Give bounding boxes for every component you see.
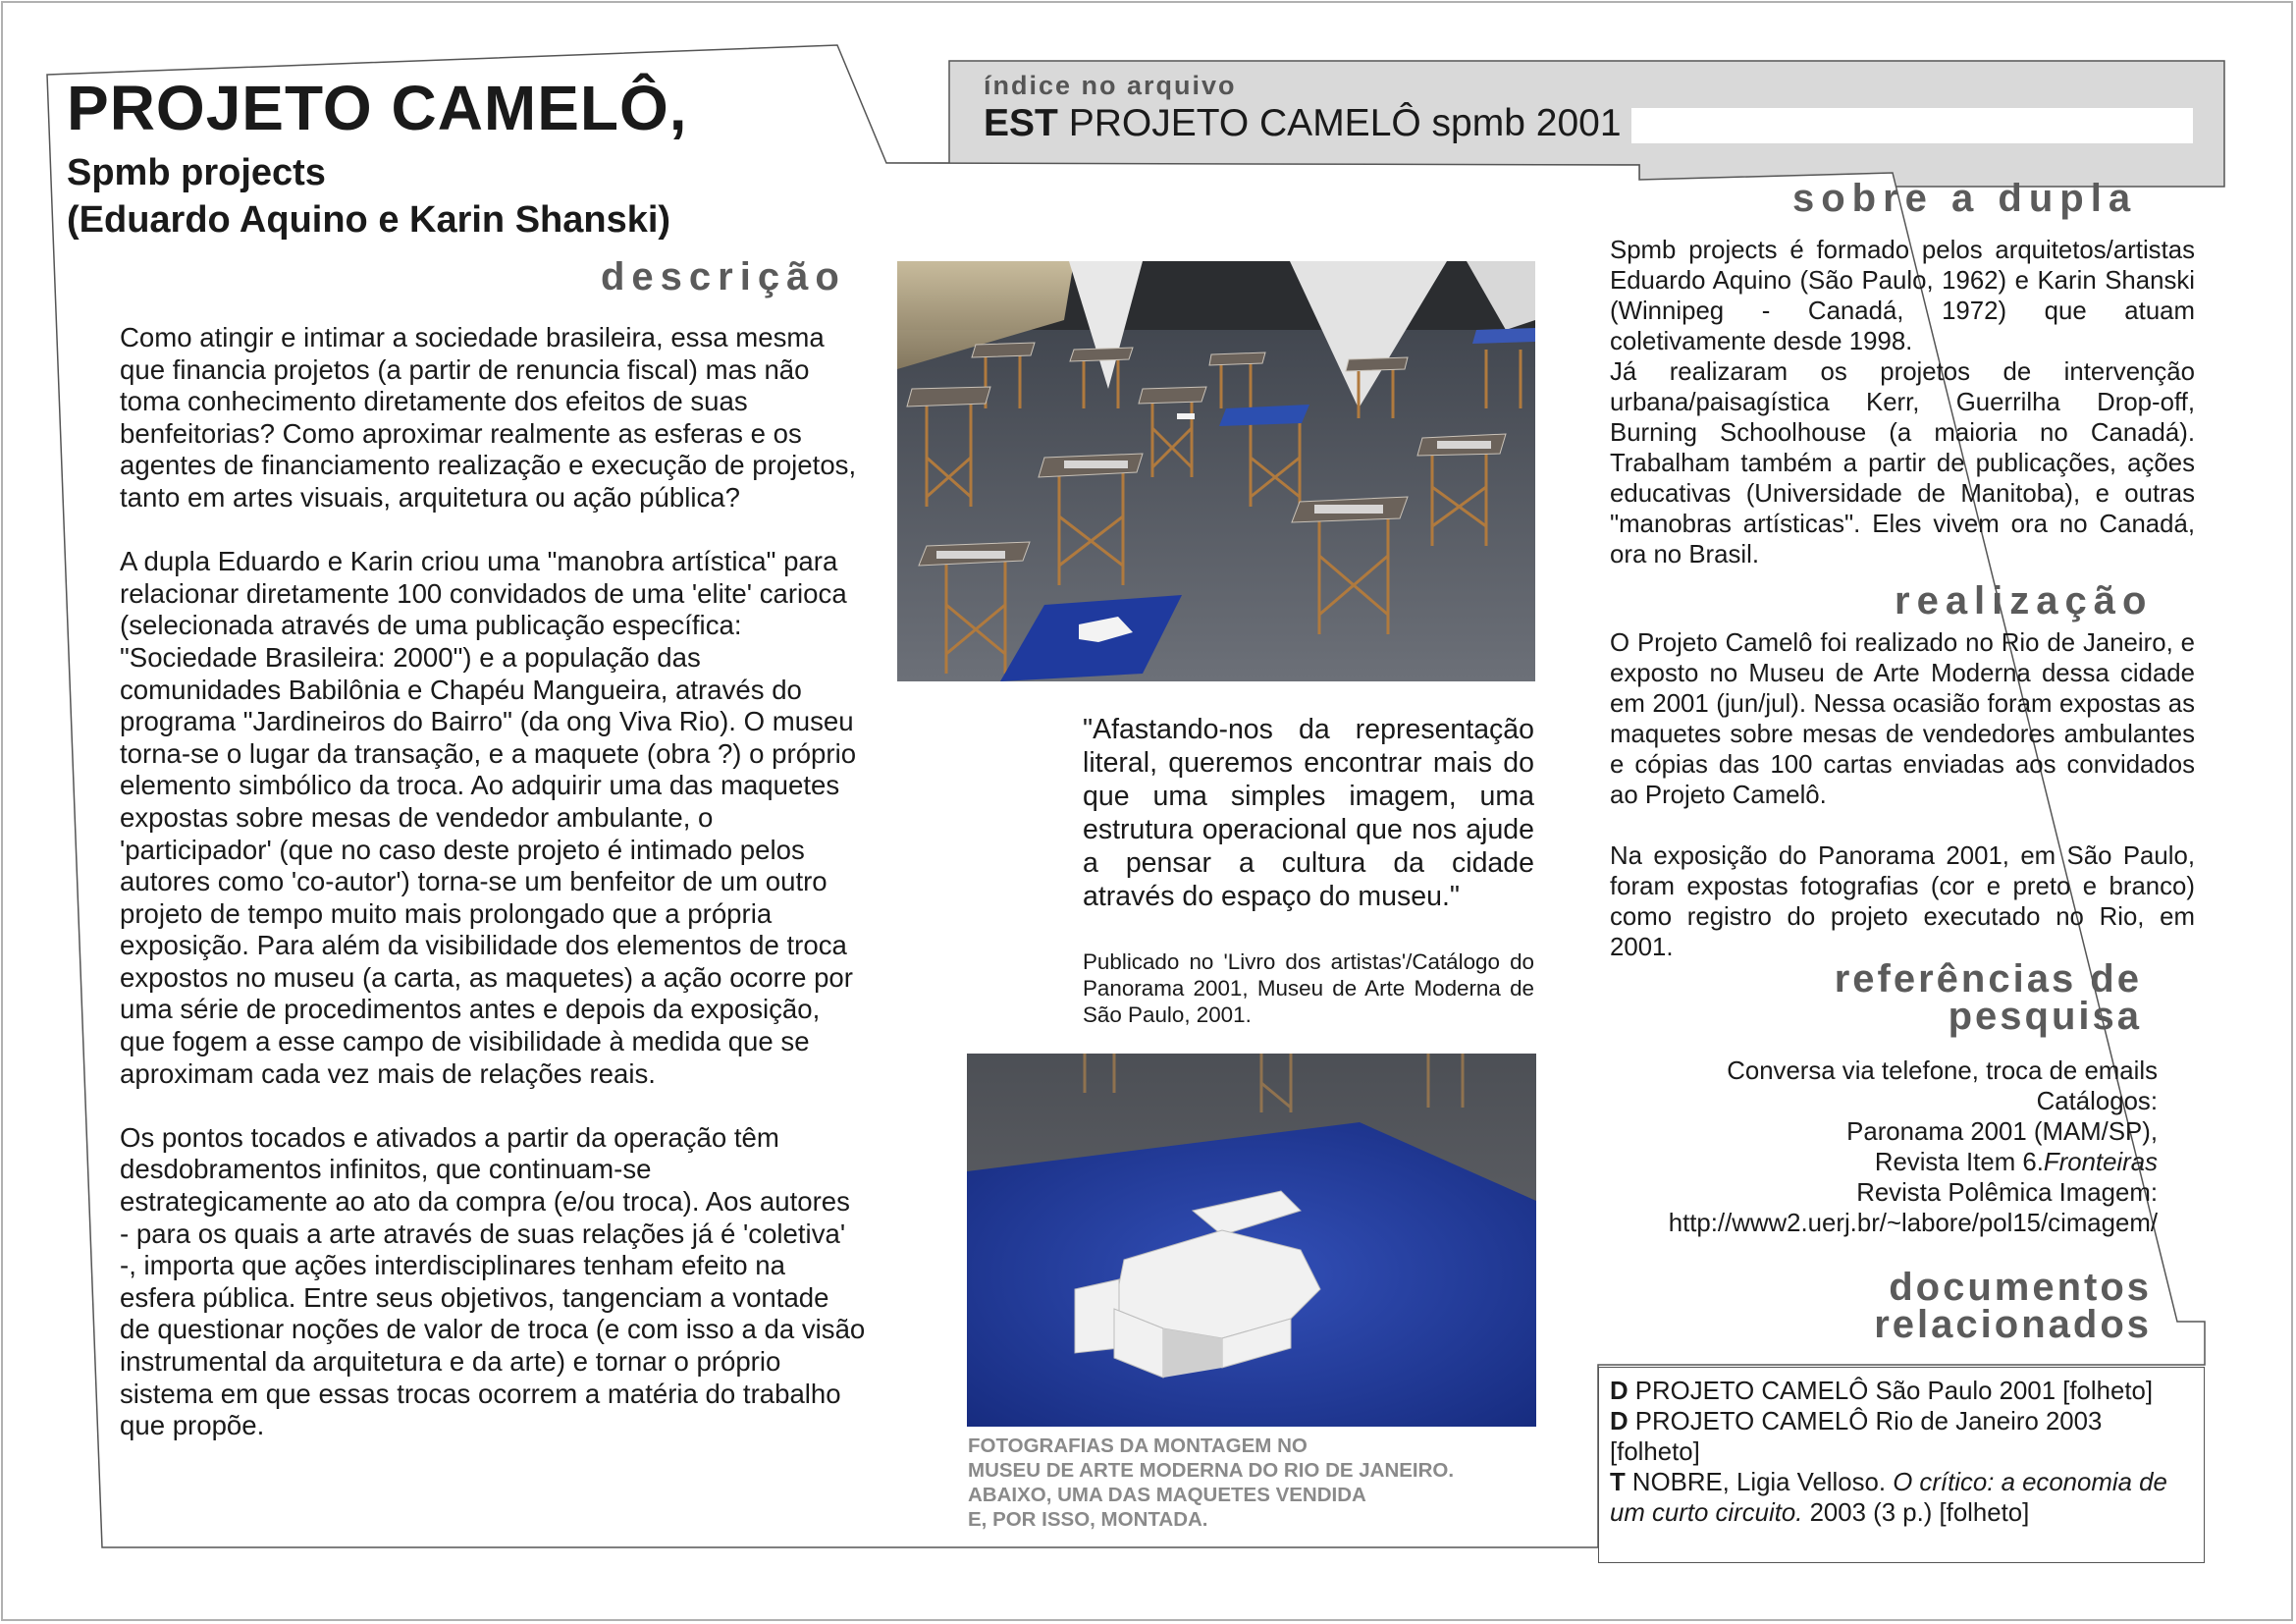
- page-title: PROJETO CAMELÔ,: [67, 73, 688, 143]
- descricao-paragraph: Os pontos tocados e ativados a partir da operação têm desdobramentos infinitos, que continuam-se estrategicamente ao ato da compra (e/ou troca). Aos autores - para os quais a arte através de suas relações já é 'coletiva' -, importa que ações interdisciplinares tenham efeito na esfera pública. Entre seus objetivos, tangenciam a vontade de questionar noções de valor de troca (e com isso a da visão instrumental da arquitetura e da arte) e tornar o próprio sistema em que essas trocas ocorrem a matéria do trabalho que propõe.: [120, 1121, 866, 1441]
- realizacao-paragraph: O Projeto Camelô foi realizado no Rio de Janeiro, e exposto no Museu de Arte Moderna dessa cidade em 2001 (jun/jul). Nessa ocasião foram expostas as maquetes sobre mesas de vendedores ambulantes e cópias das 100 cartas enviadas aos convidados ao Projeto Camelô.: [1610, 629, 2195, 809]
- caption-line: FOTOGRAFIAS DA MONTAGEM NO: [968, 1435, 1308, 1457]
- document-item: [1610, 1377, 2199, 1407]
- ref-line: Conversa via telefone, troca de emails: [1727, 1057, 2158, 1085]
- document-text: NOBRE, Ligia Velloso.: [1625, 1469, 1894, 1496]
- caption-line: E, POR ISSO, MONTADA.: [968, 1508, 1208, 1531]
- museum-installation-photo: [897, 261, 1535, 681]
- descricao-paragraph: Como atingir e intimar a sociedade brasileira, essa mesma que financia projetos (a partir de renuncia fiscal) mas não toma conhecimento diretamente dos efeitos de suas benfeitorias? Como aproximar realmente as esferas e os agentes de financiamento realização e execução de projetos, tanto em artes visuais, arquitetura ou ação pública?: [120, 322, 857, 513]
- ref-line: Catálogos:: [2036, 1088, 2158, 1115]
- document-suffix: 2003 (3 p.) [folheto]: [1802, 1499, 2030, 1527]
- document-code: D: [1610, 1378, 1629, 1405]
- ref-line-prefix: Revista Item 6.: [1874, 1149, 2044, 1176]
- ref-line: Revista Polêmica Imagem:: [1856, 1179, 2158, 1207]
- sobre-paragraph: Já realizaram os projetos de intervenção urbana/paisagística Kerr, Guerrilha Drop-off, Burning Schoolhouse (a maioria no Canadá). Trabalham também a partir de publicações, ações educativas (Universidade de Manitoba), e outras "manobras artísticas". Eles vivem ora no Canadá, ora no Brasil.: [1610, 358, 2195, 568]
- page-subtitle: [67, 149, 670, 244]
- document-title-italic: O crítico: a economia de um curto circuito.: [1610, 1469, 2167, 1527]
- quote-source: Publicado no 'Livro dos artistas'/Catálogo do Panorama 2001, Museu de Arte Moderna de São Paulo, 2001.: [1083, 949, 1534, 1027]
- referencias-body: [1590, 1056, 2158, 1239]
- sobre-body: [1610, 236, 2195, 570]
- heading-descricao: descrição: [601, 255, 846, 298]
- ref-url: http://www2.uerj.br/~labore/pol15/cimagem/: [1668, 1210, 2158, 1237]
- artist-quote: "Afastando-nos da representação literal, queremos encontrar mais do que uma simples imagem, uma estrutura operacional que nos ajude a pensar a cultura da cidade através do espaço do museu.": [1083, 714, 1534, 912]
- documents-list: [1610, 1377, 2199, 1529]
- index-code: EST: [984, 102, 1058, 144]
- document-item: [1610, 1407, 2199, 1468]
- document-code: D: [1610, 1408, 1629, 1435]
- photo-caption: [968, 1434, 1557, 1532]
- realizacao-body: [1610, 628, 2195, 994]
- caption-line: ABAIXO, UMA DAS MAQUETES VENDIDA: [968, 1484, 1366, 1506]
- descricao-body: [120, 322, 866, 1474]
- index-field: [1631, 108, 2193, 143]
- heading-documentos: documentos relacionados: [1874, 1266, 2152, 1346]
- maquette-photo: [967, 1054, 1536, 1427]
- caption-line: MUSEU DE ARTE MODERNA DO RIO DE JANEIRO.: [968, 1459, 1455, 1482]
- index-title-text: PROJETO CAMELÔ spmb 2001: [1068, 102, 1622, 144]
- document-code: T: [1610, 1469, 1626, 1496]
- index-label: índice no arquivo: [984, 71, 1237, 100]
- ref-line-italic: Fronteiras: [2043, 1149, 2158, 1176]
- subtitle-line-2: (Eduardo Aquino e Karin Shanski): [67, 199, 671, 241]
- ref-line: [1590, 1148, 2158, 1178]
- heading-referencias: referências de pesquisa: [1834, 957, 2142, 1038]
- descricao-paragraph: A dupla Eduardo e Karin criou uma "manobra artística" para relacionar diretamente 100 convidados de uma 'elite' carioca (selecionada através de uma publicação específica: "Sociedade Brasileira: 2000") e a população das comunidades Babilônia e Chapéu Mangueira, através do programa "Jardineiros do Bairro" (da ong Viva Rio). O museu torna-se o lugar da transação, e a maquete (obra ?) o próprio elemento simbólico da troca. Ao adquirir uma das maquetes expostas sobre mesas de vendedor ambulante, o 'participador' (que no caso deste projeto é intimado pelos autores como 'co-autor') torna-se um benfeitor de um outro projeto de tempo muito mais prolongado que a própria exposição. Para além da visibilidade dos elementos de troca expostos no museu (a carta, as maquetes) a ação ocorre por uma série de procedimentos antes e depois da exposição, que fogem a esse campo de visibilidade à medida que se aproximam cada vez mais de relações reais.: [120, 546, 857, 1089]
- document-text: PROJETO CAMELÔ São Paulo 2001 [folheto]: [1628, 1378, 2154, 1405]
- index-title: [984, 102, 1622, 145]
- sobre-paragraph: Spmb projects é formado pelos arquitetos/artistas Eduardo Aquino (São Paulo, 1962) e Karin Shanski (Winnipeg - Canadá, 1972) que atuam coletivamente desde 1998.: [1610, 237, 2195, 355]
- document-item: [1610, 1468, 2199, 1529]
- heading-realizacao: realização: [1895, 579, 2154, 623]
- heading-sobre-a-dupla: sobre a dupla: [1792, 177, 2138, 220]
- document-text: PROJETO CAMELÔ Rio de Janeiro 2003 [folheto]: [1610, 1408, 2103, 1466]
- ref-line: Paronama 2001 (MAM/SP),: [1846, 1118, 2158, 1146]
- subtitle-line-1: Spmb projects: [67, 152, 326, 193]
- realizacao-paragraph: Na exposição do Panorama 2001, em São Paulo, foram expostas fotografias (cor e preto e branco) como registro do projeto executado no Rio, em 2001.: [1610, 842, 2195, 961]
